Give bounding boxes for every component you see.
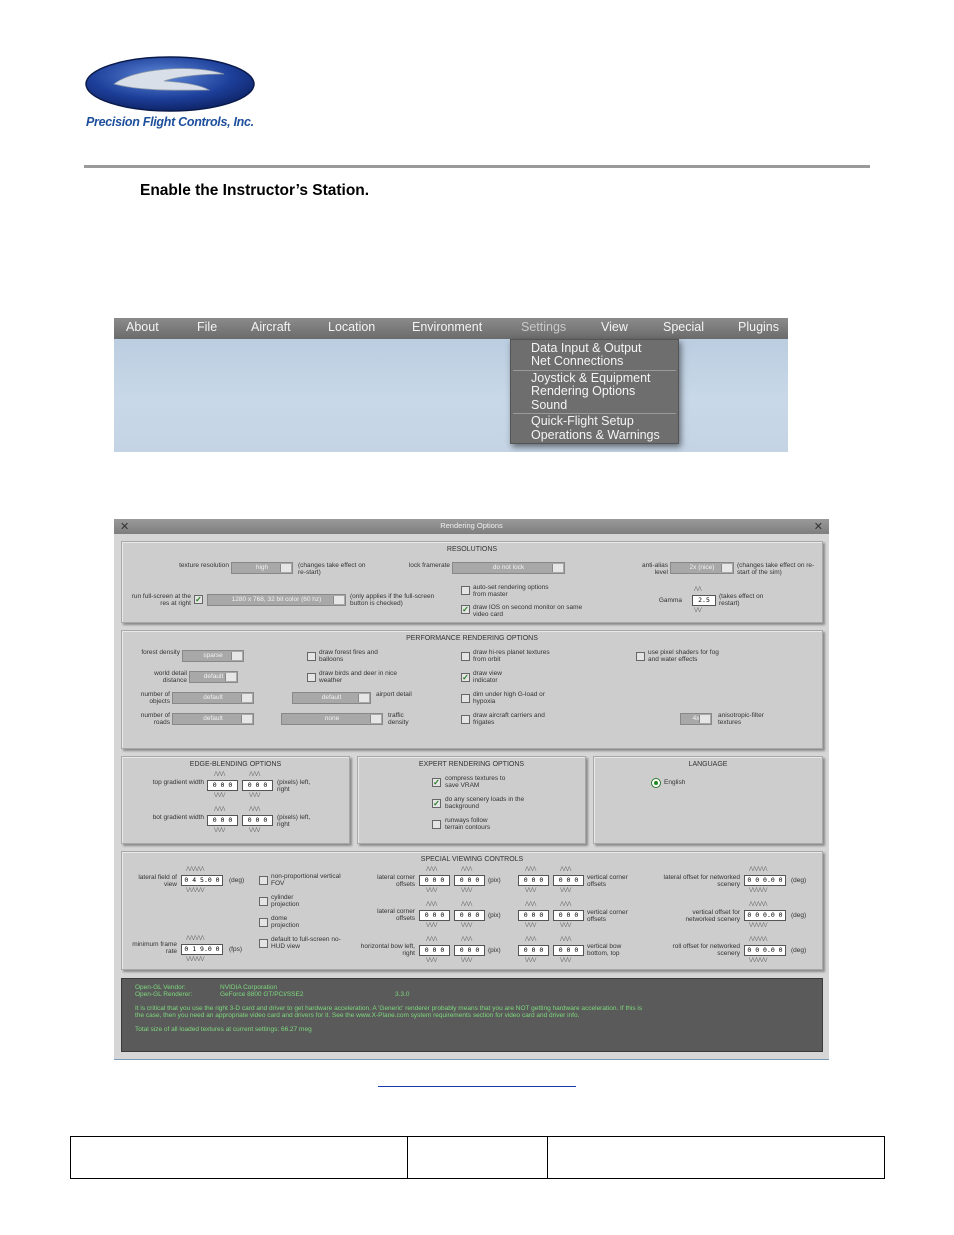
- offset-input[interactable]: 0 0 0: [454, 910, 485, 921]
- warning-line-2: the case, then you need an appropriate video card and drivers for it. See the www.X-Plane.com system requirements section for video card and driver info.: [135, 1012, 580, 1019]
- carriers-label: draw aircraft carriers and frigates: [473, 712, 545, 726]
- spin-up-icon[interactable]: ⋀⋀⋀⋀⋀: [749, 901, 768, 907]
- vertical-net-label: vertical offset for networked scenery: [685, 909, 740, 923]
- performance-panel: [121, 630, 823, 749]
- edge-blending-panel: [121, 756, 350, 844]
- spin-up-icon[interactable]: ⋀⋀⋀⋀⋀: [749, 936, 768, 942]
- auto-set-checkbox[interactable]: [461, 586, 470, 595]
- footer-table: [70, 1136, 885, 1179]
- top-gradient-label: top gradient width: [152, 779, 204, 786]
- lateral-fov-input[interactable]: 0 4 5.0 0: [181, 875, 223, 886]
- compress-label: compress textures to save VRAM: [445, 775, 506, 789]
- texture-note: (changes take effect on re-start): [298, 562, 366, 576]
- dropdown-data-io[interactable]: Data Input & Output: [531, 341, 642, 355]
- lock-framerate-select[interactable]: do not lock: [452, 562, 565, 574]
- spin-down-icon[interactable]: ⋁⋁⋁: [461, 887, 472, 893]
- dropdown-net-connections[interactable]: Net Connections: [531, 354, 624, 368]
- dropdown-sound[interactable]: Sound: [531, 398, 568, 412]
- rendering-options-window: [114, 519, 829, 1060]
- footer-cell: [407, 1137, 548, 1178]
- bot-gradient-right-input[interactable]: 0 0 0: [242, 815, 273, 826]
- lateral-net-input[interactable]: 0 0 0.0 0: [744, 875, 786, 886]
- default-full-checkbox[interactable]: [259, 939, 268, 948]
- offset-input[interactable]: 0 0 0: [518, 875, 549, 886]
- fov-down-icon[interactable]: ⋁⋁⋁⋁⋁: [186, 887, 205, 893]
- top-right-down-icon[interactable]: ⋁⋁⋁: [249, 792, 260, 798]
- vertical-corner-label: vertical corner offsets: [587, 874, 628, 888]
- deg-unit: (deg): [791, 947, 807, 954]
- dropdown-rendering-options[interactable]: Rendering Options: [531, 384, 636, 398]
- english-label: English: [664, 779, 686, 786]
- deg-unit: (deg): [791, 912, 807, 919]
- anisotropic-select[interactable]: 4x: [680, 713, 712, 725]
- fov-up-icon[interactable]: ⋀⋀⋀⋀⋀: [186, 866, 205, 872]
- vertical-corner-label-2: vertical corner offsets: [587, 909, 628, 923]
- spin-down-icon[interactable]: ⋁⋁⋁: [426, 957, 437, 963]
- pix-unit: (pix): [488, 912, 501, 919]
- bot-gradient-label: bot gradient width: [152, 814, 204, 821]
- draw-ios-label: draw IOS on second monitor on same video card: [473, 604, 583, 618]
- number-roads-label: number of roads: [140, 712, 170, 726]
- special-viewing-panel: [121, 851, 823, 970]
- fullscreen-note: (only applies if the full-screen button is checked): [350, 593, 435, 607]
- pix-unit: (pix): [488, 947, 501, 954]
- horizontal-bow-label: horizontal bow left, right: [360, 943, 415, 957]
- gamma-input[interactable]: 2.5: [692, 595, 716, 606]
- vendor-label: Open-GL Vendor:: [135, 984, 186, 991]
- spin-up-icon[interactable]: ⋀⋀⋀: [426, 936, 437, 942]
- top-left-up-icon[interactable]: ⋀⋀⋀: [214, 771, 225, 777]
- runways-checkbox[interactable]: [432, 820, 441, 829]
- draw-ios-checkbox[interactable]: ✓: [462, 605, 469, 614]
- spin-down-icon[interactable]: ⋁⋁⋁: [461, 922, 472, 928]
- spin-up-icon[interactable]: ⋀⋀⋀: [461, 901, 472, 907]
- step-heading: Enable the Instructor’s Station.: [140, 182, 370, 199]
- window-titlebar: [114, 519, 829, 534]
- texture-size: Total size of all loaded textures at current settings: 66.27 meg: [135, 1026, 312, 1033]
- birds-label: draw birds and deer in nice weather: [319, 670, 398, 684]
- min-frame-unit: (fps): [229, 946, 242, 953]
- header-rule: [84, 165, 870, 168]
- min-frame-down-icon[interactable]: ⋁⋁⋁⋁⋁: [186, 956, 205, 962]
- auto-set-label: auto-set rendering options from master: [473, 584, 549, 598]
- menu-about[interactable]: About: [126, 320, 159, 334]
- menu-plugins[interactable]: Plugins: [738, 320, 779, 334]
- spin-up-icon[interactable]: ⋀⋀⋀: [525, 866, 536, 872]
- gamma-up-icon[interactable]: ⋀⋀: [694, 586, 702, 592]
- non-proportional-checkbox[interactable]: [259, 876, 268, 885]
- gamma-label: Gamma: [658, 597, 682, 604]
- offset-input[interactable]: 0 0 0: [518, 945, 549, 956]
- min-frame-up-icon[interactable]: ⋀⋀⋀⋀⋀: [186, 935, 205, 941]
- lateral-fov-unit: (deg): [229, 877, 245, 884]
- opengl-info-panel: [121, 978, 823, 1052]
- renderer-label: Open-GL Renderer:: [135, 991, 193, 998]
- offset-input[interactable]: 0 0 0: [419, 910, 450, 921]
- dome-label: dome projection: [271, 915, 300, 929]
- top-gradient-left-input[interactable]: 0 0 0: [207, 780, 238, 791]
- window-title: Rendering Options: [440, 521, 503, 530]
- anisotropic-label: anisotropic-filter textures: [718, 712, 764, 726]
- pixel-shaders-checkbox[interactable]: [636, 652, 645, 661]
- vertical-bow-label: vertical bow bottom, top: [587, 943, 622, 957]
- roll-net-label: roll offset for networked scenery: [672, 943, 740, 957]
- top-right-up-icon[interactable]: ⋀⋀⋀: [249, 771, 260, 777]
- bot-gradient-left-input[interactable]: 0 0 0: [207, 815, 238, 826]
- non-proportional-label: non-proportional vertical FOV: [271, 873, 341, 887]
- panel-title: EDGE-BLENDING OPTIONS: [189, 761, 282, 768]
- bot-gradient-unit: (pixels) left, right: [277, 814, 311, 828]
- world-detail-label: world detail distance: [154, 670, 187, 684]
- offset-input[interactable]: 0 0 0: [553, 945, 584, 956]
- menu-file[interactable]: File: [197, 320, 218, 334]
- resolutions-panel: [121, 541, 823, 623]
- menu-special[interactable]: Special: [663, 320, 704, 334]
- spin-up-icon[interactable]: ⋀⋀⋀: [560, 866, 571, 872]
- forest-fires-checkbox[interactable]: [307, 652, 316, 661]
- menu-aircraft[interactable]: Aircraft: [251, 320, 291, 334]
- view-indicator-label: draw view indicator: [473, 670, 502, 684]
- bot-right-down-icon[interactable]: ⋁⋁⋁: [249, 827, 260, 833]
- dropdown-quick-flight[interactable]: Quick-Flight Setup: [531, 414, 634, 428]
- vertical-net-input[interactable]: 0 0 0.0 0: [744, 910, 786, 921]
- top-left-down-icon[interactable]: ⋁⋁⋁: [214, 792, 225, 798]
- spin-up-icon[interactable]: ⋀⋀⋀: [560, 901, 571, 907]
- anti-alias-select[interactable]: 2x (nice): [670, 562, 734, 574]
- fullscreen-resolution-select[interactable]: 1280 x 768, 32 bit color (60 hz): [207, 594, 346, 606]
- offset-input[interactable]: 0 0 0: [553, 875, 584, 886]
- pixel-shaders-label: use pixel shaders for fog and water effects: [648, 649, 719, 663]
- fullscreen-label: run full-screen at the res at right: [131, 593, 191, 607]
- spin-up-icon[interactable]: ⋀⋀⋀: [525, 901, 536, 907]
- forest-fires-label: draw forest fires and balloons: [319, 649, 378, 663]
- lateral-net-label: lateral offset for networked scenery: [663, 874, 740, 888]
- lateral-corner-label-2: lateral corner offsets: [377, 908, 415, 922]
- lock-framerate-label: lock framerate: [408, 562, 450, 569]
- dome-checkbox[interactable]: [259, 918, 268, 927]
- airport-detail-select[interactable]: default: [292, 692, 371, 704]
- number-objects-label: number of objects: [140, 691, 170, 705]
- spin-up-icon[interactable]: ⋀⋀⋀: [461, 936, 472, 942]
- menubar: [114, 318, 788, 339]
- scenery-loads-checkbox[interactable]: ✓: [433, 799, 440, 808]
- spin-up-icon[interactable]: ⋀⋀⋀: [560, 936, 571, 942]
- texture-resolution-label: texture resolution: [179, 562, 229, 569]
- number-roads-select[interactable]: default: [172, 713, 254, 725]
- hires-planet-checkbox[interactable]: [461, 652, 470, 661]
- spin-up-icon[interactable]: ⋀⋀⋀: [426, 866, 437, 872]
- offset-input[interactable]: 0 0 0: [419, 945, 450, 956]
- offset-input[interactable]: 0 0 0: [553, 910, 584, 921]
- spin-up-icon[interactable]: ⋀⋀⋀: [525, 936, 536, 942]
- airport-detail-label: airport detail: [376, 691, 412, 698]
- cylinder-label: cylinder projection: [271, 894, 300, 908]
- menu-screenshot: [114, 318, 788, 452]
- footer-cell: [71, 1137, 408, 1178]
- spin-down-icon[interactable]: ⋁⋁⋁: [525, 957, 536, 963]
- bot-left-up-icon[interactable]: ⋀⋀⋀: [214, 806, 225, 812]
- spin-down-icon[interactable]: ⋁⋁⋁: [426, 887, 437, 893]
- bot-left-down-icon[interactable]: ⋁⋁⋁: [214, 827, 225, 833]
- spin-down-icon[interactable]: ⋁⋁⋁: [560, 887, 571, 893]
- bot-right-up-icon[interactable]: ⋀⋀⋀: [249, 806, 260, 812]
- panel-title: EXPERT RENDERING OPTIONS: [418, 761, 525, 768]
- spin-down-icon[interactable]: ⋁⋁⋁: [560, 957, 571, 963]
- panel-title: RESOLUTIONS: [446, 546, 498, 553]
- company-name: Precision Flight Controls, Inc.: [86, 115, 254, 129]
- menu-location[interactable]: Location: [328, 320, 376, 334]
- birds-checkbox[interactable]: [307, 673, 316, 682]
- carriers-checkbox[interactable]: [461, 715, 470, 724]
- hyperlink-underline: [378, 1086, 576, 1087]
- spin-down-icon[interactable]: ⋁⋁⋁: [560, 922, 571, 928]
- cylinder-checkbox[interactable]: [259, 897, 268, 906]
- number-objects-select[interactable]: default: [172, 692, 254, 704]
- dim-g-checkbox[interactable]: [461, 694, 470, 703]
- deg-unit: (deg): [791, 877, 807, 884]
- spin-down-icon[interactable]: ⋁⋁⋁: [525, 887, 536, 893]
- traffic-density-select[interactable]: none: [281, 713, 383, 725]
- offset-input[interactable]: 0 0 0: [518, 910, 549, 921]
- spin-down-icon[interactable]: ⋁⋁⋁⋁⋁: [749, 887, 768, 893]
- min-frame-label: minimum frame rate: [132, 941, 177, 955]
- spin-down-icon[interactable]: ⋁⋁⋁: [525, 922, 536, 928]
- lateral-fov-label: lateral field of view: [138, 874, 177, 888]
- opengl-version: 3.3.0: [395, 991, 410, 998]
- expert-panel: [357, 756, 586, 844]
- runways-label: runways follow terrain contours: [445, 817, 491, 831]
- spin-up-icon[interactable]: ⋀⋀⋀: [461, 866, 472, 872]
- lateral-corner-label: lateral corner offsets: [377, 874, 415, 888]
- panel-title: LANGUAGE: [688, 761, 728, 768]
- offset-input[interactable]: 0 0 0: [454, 945, 485, 956]
- offset-input[interactable]: 0 0 0: [454, 875, 485, 886]
- scenery-loads-label: do any scenery loads in the background: [445, 796, 525, 810]
- world-detail-select[interactable]: default: [189, 671, 238, 683]
- hires-planet-label: draw hi-res planet textures from orbit: [473, 649, 550, 663]
- gamma-note: (takes effect on restart): [719, 593, 764, 607]
- top-gradient-right-input[interactable]: 0 0 0: [242, 780, 273, 791]
- dim-g-label: dim under high G-load or hypoxia: [473, 691, 545, 705]
- forest-density-select[interactable]: sparse: [182, 650, 244, 662]
- traffic-density-label: traffic density: [388, 712, 409, 726]
- spin-down-icon[interactable]: ⋁⋁⋁⋁⋁: [749, 957, 768, 963]
- fullscreen-checkbox[interactable]: ✓: [195, 595, 202, 604]
- spin-down-icon[interactable]: ⋁⋁⋁: [461, 957, 472, 963]
- spin-up-icon[interactable]: ⋀⋀⋀⋀⋀: [749, 866, 768, 872]
- renderer-value: GeForce 8800 GT/PCI/SSE2: [220, 991, 304, 998]
- menu-settings[interactable]: Settings: [521, 320, 567, 334]
- texture-resolution-select[interactable]: high: [231, 562, 293, 574]
- warning-line-1: It is critical that you use the right 3-D card and driver to get hardware acceleration. A 'Generic' renderer probably means that you are NOT getting hardware acceleration. If this is: [135, 1005, 643, 1012]
- default-full-label: default to full-screen no-HUD view: [271, 936, 341, 950]
- close-icon[interactable]: ✕: [120, 521, 130, 533]
- spin-down-icon[interactable]: ⋁⋁⋁⋁⋁: [749, 922, 768, 928]
- panel-title: PERFORMANCE RENDERING OPTIONS: [406, 635, 538, 642]
- anti-alias-label: anti-alias level: [641, 562, 668, 576]
- panel-title: SPECIAL VIEWING CONTROLS: [420, 856, 524, 863]
- menu-view[interactable]: View: [601, 320, 628, 334]
- compress-checkbox[interactable]: ✓: [433, 778, 440, 787]
- offset-input[interactable]: 0 0 0: [419, 875, 450, 886]
- dropdown-joystick[interactable]: Joystick & Equipment: [531, 371, 651, 385]
- menu-environment[interactable]: Environment: [412, 320, 483, 334]
- min-frame-input[interactable]: 0 1 9.0 0: [181, 944, 223, 955]
- view-indicator-checkbox[interactable]: ✓: [462, 673, 469, 682]
- gamma-down-icon[interactable]: ⋁⋁: [694, 607, 702, 613]
- roll-net-input[interactable]: 0 0 0.0 0: [744, 945, 786, 956]
- anti-alias-note: (changes take effect on re-start of the sim): [737, 562, 815, 576]
- top-gradient-unit: (pixels) left, right: [277, 779, 311, 793]
- close-icon[interactable]: ✕: [813, 521, 823, 533]
- vendor-value: NVIDIA Corporation: [220, 984, 278, 991]
- spin-down-icon[interactable]: ⋁⋁⋁: [426, 922, 437, 928]
- spin-up-icon[interactable]: ⋀⋀⋀: [426, 901, 437, 907]
- settings-dropdown: [510, 339, 679, 444]
- pix-unit: (pix): [488, 877, 501, 884]
- language-panel: [593, 756, 823, 844]
- forest-density-label: forest density: [141, 649, 180, 656]
- english-radio[interactable]: [651, 778, 661, 788]
- dropdown-operations[interactable]: Operations & Warnings: [531, 428, 660, 442]
